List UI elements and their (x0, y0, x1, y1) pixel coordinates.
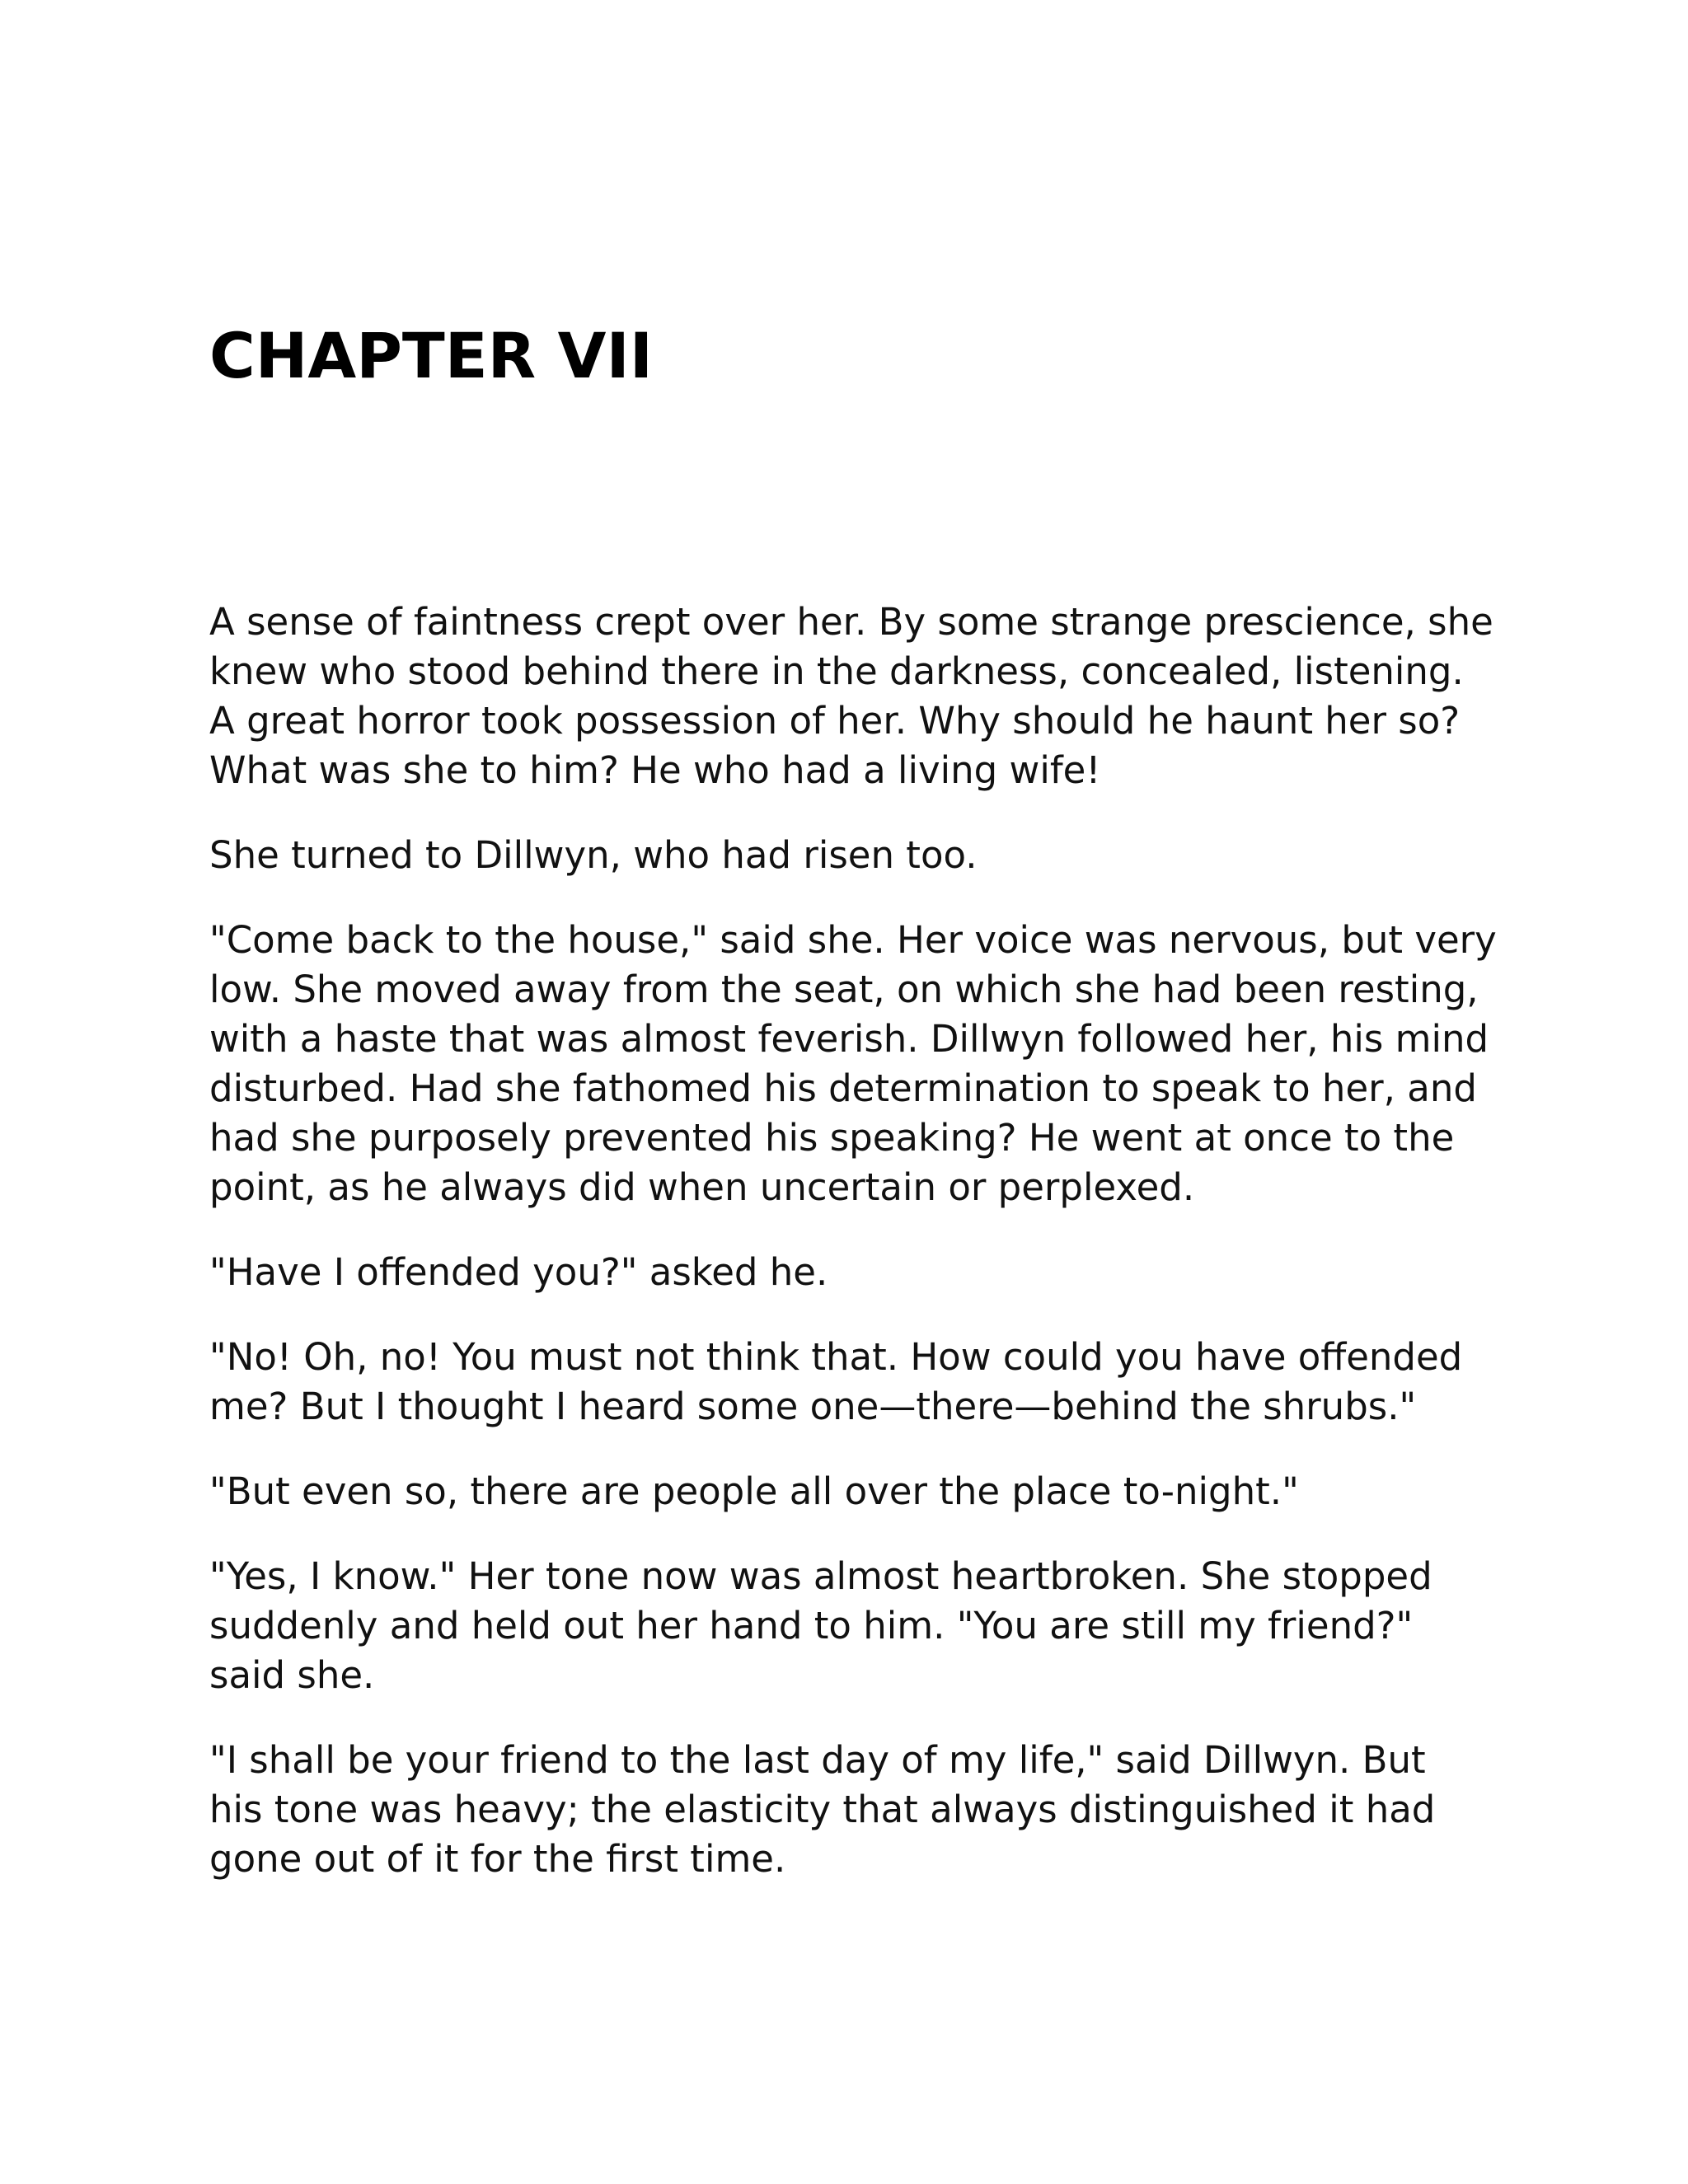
text-line: A sense of faintness crept over her. By some strange prescience, she (209, 600, 1493, 644)
text-line: gone out of it for the first time. (209, 1837, 786, 1881)
paragraph (209, 598, 1495, 795)
text-line: point, as he always did when uncertain or perplexed. (209, 1165, 1195, 1209)
paragraph (209, 1467, 1495, 1516)
paragraph (209, 1333, 1495, 1432)
text-line: me? But I thought I heard some one—there—behind the shrubs." (209, 1385, 1417, 1428)
text-line: suddenly and held out her hand to him. "You are still my friend?" (209, 1604, 1414, 1647)
text-line: low. She moved away from the seat, on which she had been resting, (209, 968, 1479, 1011)
text-line: "No! Oh, no! You must not think that. How could you have offended (209, 1335, 1463, 1379)
text-line: with a haste that was almost feverish. Dillwyn followed her, his mind (209, 1017, 1489, 1061)
text-line: knew who stood behind there in the darkness, concealed, listening. (209, 649, 1464, 693)
text-line: said she. (209, 1653, 375, 1697)
text-line: "Have I offended you?" asked he. (209, 1250, 828, 1294)
text-line: his tone was heavy; the elasticity that always distinguished it had (209, 1788, 1436, 1831)
text-line: "I shall be your friend to the last day of my life," said Dillwyn. But (209, 1738, 1426, 1782)
text-line: "Come back to the house," said she. Her voice was nervous, but very (209, 918, 1497, 962)
text-line: had she purposely prevented his speaking? He went at once to the (209, 1116, 1455, 1160)
chapter-body (209, 598, 1495, 1919)
paragraph (209, 1248, 1495, 1297)
paragraph (209, 831, 1495, 880)
text-line: "Yes, I know." Her tone now was almost heartbroken. She stopped (209, 1554, 1432, 1598)
paragraph (209, 1552, 1495, 1700)
text-line: disturbed. Had she fathomed his determination to speak to her, and (209, 1066, 1477, 1110)
paragraph (209, 916, 1495, 1212)
text-line: "But even so, there are people all over the place to-night." (209, 1469, 1299, 1513)
text-line: What was she to him? He who had a living wife! (209, 748, 1101, 792)
text-line: A great horror took possession of her. Why should he haunt her so? (209, 699, 1461, 743)
paragraph (209, 1736, 1495, 1884)
chapter-title: CHAPTER VII (209, 319, 654, 392)
text-line: She turned to Dillwyn, who had risen too. (209, 833, 978, 877)
